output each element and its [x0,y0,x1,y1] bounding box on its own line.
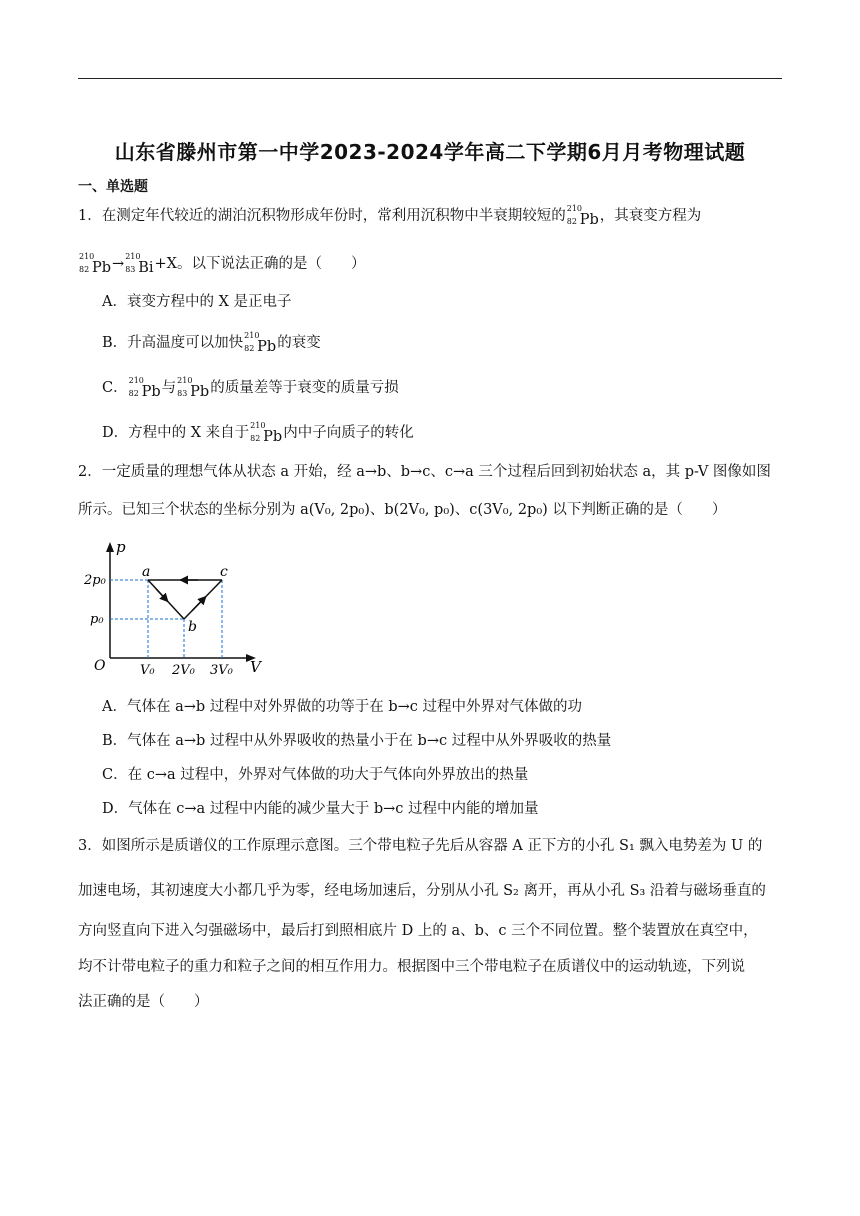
q3-line1: 3．如图所示是质谱仪的工作原理示意图。三个带电粒子先后从容器 A 正下方的小孔 S₁ 飘入电势差为 U 的 [78,838,763,854]
y-tick-p0: p₀ [90,612,104,627]
y-tick-2p0: 2p₀ [84,573,106,588]
x-tick-3v0: 3V₀ [210,663,233,678]
isotope-pb: 210 82 Pb [250,421,283,445]
q2-option-b: B．气体在 a→b 过程中从外界吸收的热量小于在 b→c 过程中从外界吸收的热量 [102,733,612,749]
arrow-b-c-icon [192,596,206,610]
isotope-pb: 210 82 Pb [566,204,599,228]
q2-line2: 所示。已知三个状态的坐标分别为 a(V₀, 2p₀)、b(2V₀, p₀)、c(3V₀, 2p₀) 以下判断正确的是（ ） [78,502,727,518]
q3-line5: 法正确的是（ ） [78,994,209,1010]
q2-option-c: C．在 c→a 过程中，外界对气体做的功大于气体向外界放出的热量 [102,767,529,783]
pv-graph [84,536,274,686]
isotope-pb: 210 82 Pb [79,252,112,276]
guide-lines [110,580,222,658]
q3-line4: 均不计带电粒子的重力和粒子之间的相互作用力。根据图中三个带电粒子在质谱仪中的运动轨迹，下列说 [78,959,745,975]
section-heading: 一、单选题 [78,179,148,195]
isotope-pb: 210 82 Pb [244,331,277,355]
header-rule [78,78,782,79]
isotope-bi: 210 83 Bi [125,252,154,276]
point-a-label: a [142,564,151,580]
q1-line2: 210 82 Pb→ 210 83 Bi+X。以下说法正确的是（ ） [79,252,366,276]
q3-line3: 方向竖直向下进入匀强磁场中，最后打到照相底片 D 上的 a、b、c 三个不同位置。整个装置放在真空中， [78,923,758,939]
arrow-a-b-icon [156,589,168,602]
isotope-pb-83: 210 83 Pb [177,376,210,400]
q2-option-a: A．气体在 a→b 过程中对外界做的功等于在 b→c 过程中外界对气体做的功 [102,699,583,715]
isotope-pb: 210 82 Pb [128,376,161,400]
origin-label: O [94,658,106,674]
x-tick-2v0: 2V₀ [172,663,195,678]
q1-option-a: A．衰变方程中的 X 是正电子 [102,294,292,310]
q1-option-b: B．升高温度可以加快 210 82 Pb的衰变 [102,331,321,355]
q2-option-d: D．气体在 c→a 过程中内能的减少量大于 b→c 过程中内能的增加量 [102,801,539,817]
point-b-label: b [188,619,197,635]
q1-option-d: D．方程中的 X 来自于 210 82 Pb内中子向质子的转化 [102,421,414,445]
q2-line1: 2．一定质量的理想气体从状态 a 开始，经 a→b、b→c、c→a 三个过程后回到初始状态 a，其 p-V 图像如图 [78,464,771,480]
y-axis-arrow-icon [106,542,114,552]
page-title: 山东省滕州市第一中学2023-2024学年高二下学期6月月考物理试题 [114,140,746,164]
x-tick-v0: V₀ [140,663,155,678]
q1-line1: 1．在测定年代较近的湖泊沉积物形成年份时，常利用沉积物中半衰期较短的 210 82 Pb，其衰变方程为 [78,204,702,228]
x-axis-label: V [250,658,261,676]
point-c-label: c [220,564,228,580]
q1-option-c: C． 210 82 Pb与 210 83 Pb的质量差等于衰变的质量亏损 [102,376,399,400]
y-axis-label: p [116,538,126,556]
q3-line2: 加速电场，其初速度大小都几乎为零，经电场加速后，分别从小孔 S₂ 离开，再从小孔 S₃ 沿着与磁场垂直的 [78,883,766,899]
